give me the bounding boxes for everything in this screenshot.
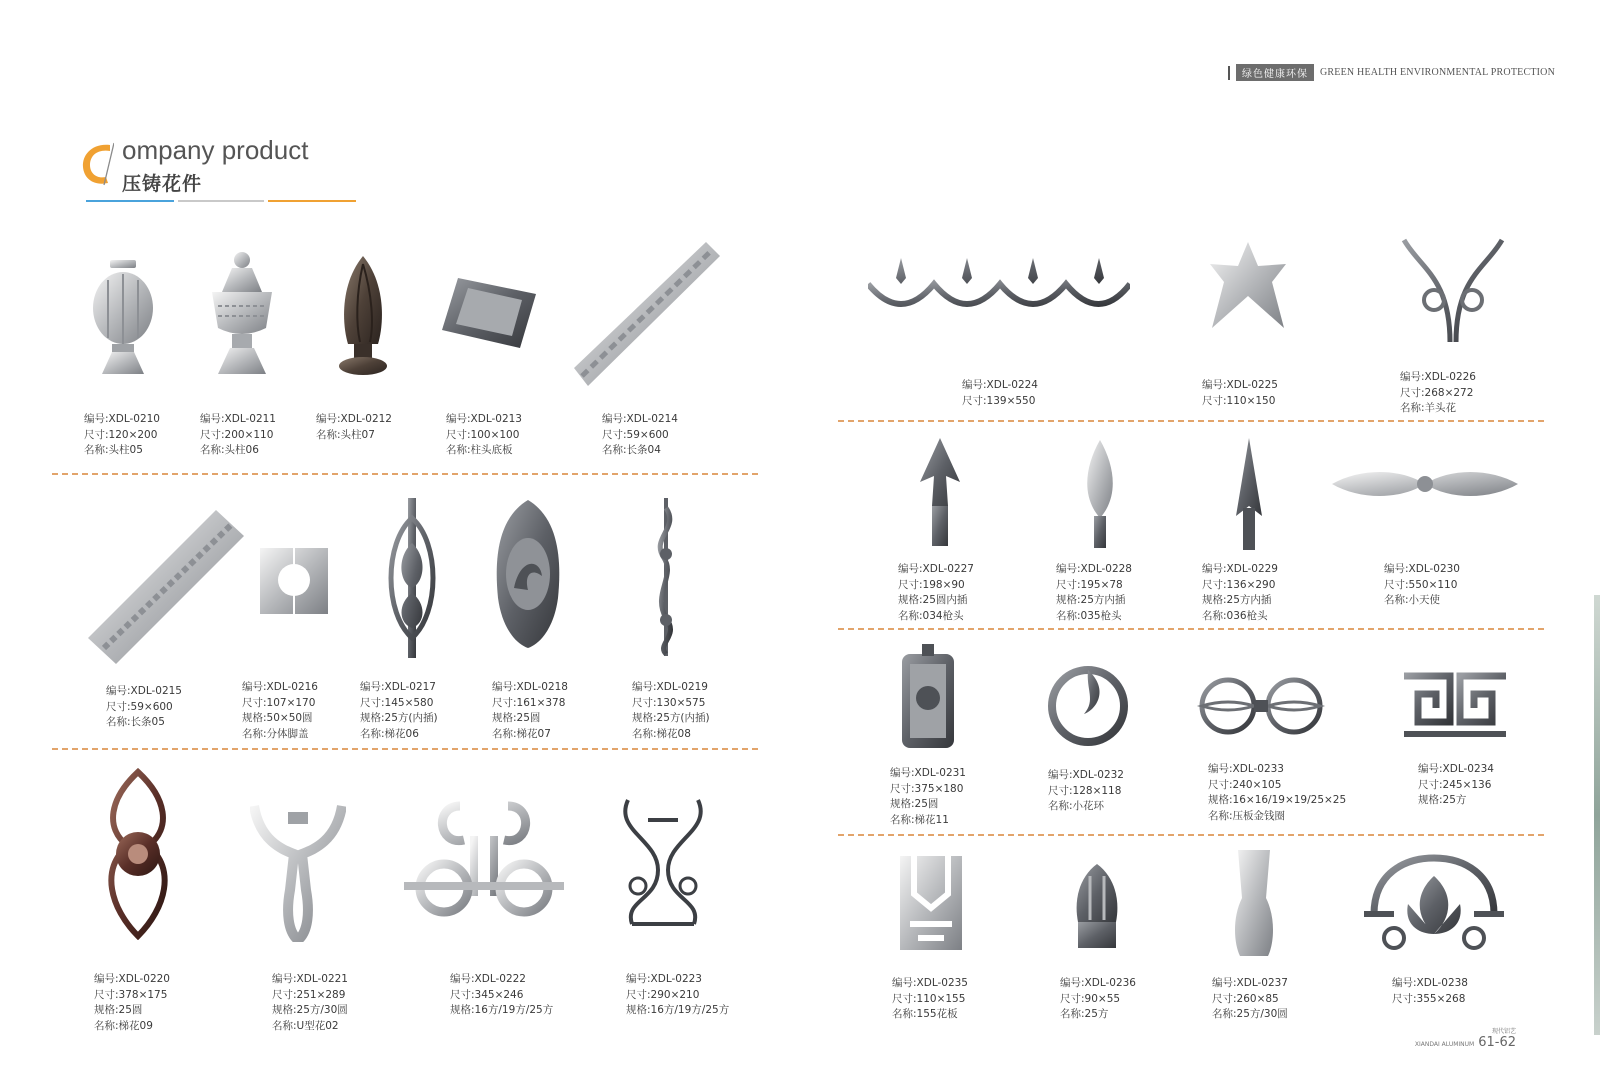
caption-line: 尺寸:128×118 [1048, 784, 1122, 797]
caption-line: 编号:XDL-0220 [94, 973, 170, 985]
header-tag [1228, 64, 1555, 81]
caption-line: 名称:头柱05 [84, 444, 143, 456]
product-image-0229 [1224, 436, 1274, 552]
caption-line: 名称:梯花09 [94, 1019, 153, 1032]
caption-line: 尺寸:200×110 [200, 428, 274, 441]
product-image-0219 [646, 498, 686, 656]
product-image-0216 [258, 546, 330, 616]
product-image-0230 [1330, 464, 1520, 504]
caption-line: 编号:XDL-0236 [1060, 977, 1136, 989]
header-tag-en: GREEN HEALTH ENVIRONMENTAL PROTECTION [1320, 67, 1556, 78]
product-image-0237 [1232, 848, 1276, 960]
caption-line: 编号:XDL-0226 [1400, 371, 1476, 383]
product-image-0212 [332, 254, 394, 378]
product-image-0226 [1400, 238, 1506, 342]
caption-line: 名称:羊头花 [1400, 402, 1457, 414]
caption-line: 规格:25圆 [492, 712, 541, 724]
product-caption [446, 412, 522, 459]
caption-line: 编号:XDL-0218 [492, 681, 568, 693]
footer [1415, 1028, 1516, 1050]
product-caption [272, 972, 348, 1034]
caption-line: 名称:036枪头 [1202, 609, 1268, 622]
heading-underline-orange [268, 200, 356, 202]
product-caption [1060, 976, 1136, 1023]
caption-line: 编号:XDL-0221 [272, 973, 348, 985]
caption-line: 名称:034枪头 [898, 609, 964, 622]
caption-line: 名称:梯花11 [890, 813, 949, 826]
product-caption [450, 972, 553, 1019]
product-image-0220 [96, 768, 180, 940]
product-caption [1202, 378, 1278, 409]
caption-line: 尺寸:59×600 [106, 700, 173, 713]
caption-line: 规格:25圆 [94, 1004, 143, 1016]
caption-line: 编号:XDL-0215 [106, 685, 182, 697]
caption-line: 名称:长条04 [602, 444, 661, 456]
caption-line: 尺寸:161×378 [492, 696, 566, 709]
heading-underline-gray [178, 200, 264, 202]
footer-brand-cn: 现代铝艺 [1491, 1028, 1516, 1035]
caption-line: 编号:XDL-0234 [1418, 763, 1494, 775]
caption-line: 规格:16方/19方/25方 [450, 1004, 554, 1016]
caption-line: 名称:梯花07 [492, 727, 551, 740]
caption-line: 尺寸:550×110 [1384, 578, 1458, 591]
caption-line: 编号:XDL-0232 [1048, 769, 1124, 781]
footer-brand-en: XIANDAI ALUMINUM [1414, 1041, 1475, 1048]
caption-line: 尺寸:290×210 [626, 988, 700, 1001]
caption-line: 编号:XDL-0230 [1384, 563, 1460, 575]
caption-line: 尺寸:378×175 [94, 988, 168, 1001]
caption-line: 尺寸:240×105 [1208, 778, 1282, 791]
product-image-0228 [1080, 438, 1120, 550]
caption-line: 编号:XDL-0217 [360, 681, 436, 693]
product-image-0211 [206, 250, 278, 378]
caption-line: 编号:XDL-0213 [446, 413, 522, 425]
section-title-en: ompany product [122, 135, 309, 165]
product-caption [1208, 762, 1346, 824]
product-image-0233 [1196, 676, 1326, 736]
caption-line: 尺寸:139×550 [962, 394, 1036, 407]
product-caption [962, 378, 1038, 409]
caption-line: 名称:梯花08 [632, 727, 691, 740]
product-image-0217 [382, 498, 442, 658]
caption-line: 尺寸:198×90 [898, 578, 965, 591]
caption-line: 编号:XDL-0214 [602, 413, 678, 425]
caption-line: 编号:XDL-0237 [1212, 977, 1288, 989]
divider-right-3 [838, 834, 1544, 836]
caption-line: 名称:25方/30圆 [1212, 1008, 1288, 1020]
product-caption [1400, 370, 1476, 417]
caption-line: 尺寸:120×200 [84, 428, 158, 441]
product-caption [1212, 976, 1288, 1023]
caption-line: 尺寸:145×580 [360, 696, 434, 709]
caption-line: 名称:155花板 [892, 1008, 958, 1020]
product-caption [632, 680, 710, 742]
caption-line: 名称:U型花02 [272, 1019, 339, 1032]
caption-line: 名称:035枪头 [1056, 609, 1122, 622]
caption-line: 编号:XDL-0233 [1208, 763, 1284, 775]
caption-line: 编号:XDL-0210 [84, 413, 160, 425]
header-tag-cn: 绿色健康环保 [1236, 64, 1314, 81]
product-image-0223 [618, 790, 708, 930]
product-image-0221 [250, 802, 346, 942]
product-image-0215 [86, 508, 246, 664]
caption-line: 规格:16方/19方/25方 [626, 1004, 730, 1016]
product-caption [106, 684, 182, 731]
caption-line: 尺寸:100×100 [446, 428, 520, 441]
product-caption [1048, 768, 1124, 815]
caption-line: 编号:XDL-0216 [242, 681, 318, 693]
section-title-cn: 压铸花件 [122, 173, 203, 195]
divider-right-1 [838, 420, 1544, 422]
caption-line: 尺寸:107×170 [242, 696, 316, 709]
right-edge-photo [1594, 595, 1600, 1035]
product-caption [492, 680, 568, 742]
product-caption [242, 680, 318, 742]
caption-line: 编号:XDL-0212 [316, 413, 392, 425]
caption-line: 尺寸:110×150 [1202, 394, 1276, 407]
caption-line: 尺寸:268×272 [1400, 386, 1474, 399]
caption-line: 编号:XDL-0228 [1056, 563, 1132, 575]
product-image-0224 [868, 254, 1130, 322]
caption-line: 尺寸:136×290 [1202, 578, 1276, 591]
caption-line: 尺寸:195×78 [1056, 578, 1123, 591]
caption-line: 规格:16×16/19×19/25×25 [1208, 794, 1347, 806]
caption-line: 尺寸:245×136 [1418, 778, 1492, 791]
caption-line: 名称:分体脚盖 [242, 727, 309, 740]
product-caption [1392, 976, 1468, 1007]
caption-line: 名称:头柱07 [316, 428, 375, 441]
caption-line: 编号:XDL-0224 [962, 379, 1038, 391]
caption-line: 尺寸:375×180 [890, 782, 964, 795]
product-caption [1056, 562, 1132, 624]
product-caption [316, 412, 392, 443]
caption-line: 编号:XDL-0235 [892, 977, 968, 989]
divider-left-2 [52, 748, 758, 750]
caption-line: 名称:柱头底板 [446, 444, 513, 456]
caption-line: 编号:XDL-0238 [1392, 977, 1468, 989]
caption-line: 编号:XDL-0222 [450, 973, 526, 985]
product-caption [890, 766, 966, 828]
product-image-0236 [1072, 862, 1122, 952]
product-caption [1202, 562, 1278, 624]
caption-line: 编号:XDL-0223 [626, 973, 702, 985]
heading-underline-blue [86, 200, 174, 202]
caption-line: 名称:小天使 [1384, 594, 1441, 606]
product-image-0235 [898, 854, 964, 952]
caption-line: 规格:25方内插 [1202, 594, 1272, 606]
caption-line: 规格:50×50圆 [242, 712, 313, 724]
product-image-0234 [1400, 672, 1510, 738]
product-caption [898, 562, 974, 624]
caption-line: 名称:梯花06 [360, 727, 419, 740]
product-caption [1418, 762, 1494, 809]
caption-line: 编号:XDL-0227 [898, 563, 974, 575]
product-image-0238 [1364, 854, 1504, 952]
product-image-0213 [440, 272, 540, 352]
product-caption [200, 412, 276, 459]
caption-line: 规格:25圆 [890, 798, 939, 810]
product-caption [602, 412, 678, 459]
page-numbers: 61-62 [1478, 1035, 1516, 1050]
caption-line: 尺寸:130×575 [632, 696, 706, 709]
caption-line: 名称:头柱06 [200, 444, 259, 456]
caption-line: 尺寸:260×85 [1212, 992, 1279, 1005]
caption-line: 尺寸:59×600 [602, 428, 669, 441]
caption-line: 名称:长条05 [106, 716, 165, 728]
caption-line: 规格:25方(内插) [360, 712, 438, 724]
caption-line: 编号:XDL-0211 [200, 413, 276, 425]
header-tag-bar [1228, 66, 1230, 80]
caption-line: 尺寸:90×55 [1060, 992, 1121, 1005]
caption-line: 编号:XDL-0231 [890, 767, 966, 779]
product-image-0231 [898, 642, 958, 756]
caption-line: 规格:25方 [1418, 794, 1467, 806]
product-caption [84, 412, 160, 459]
product-caption [94, 972, 170, 1034]
caption-line: 名称:压板金钱圈 [1208, 809, 1286, 822]
divider-left-1 [52, 473, 758, 475]
caption-line: 编号:XDL-0219 [632, 681, 708, 693]
product-image-0218 [492, 498, 564, 650]
product-caption [892, 976, 968, 1023]
caption-line: 尺寸:251×289 [272, 988, 346, 1001]
caption-line: 编号:XDL-0225 [1202, 379, 1278, 391]
caption-line: 编号:XDL-0229 [1202, 563, 1278, 575]
product-image-0214 [574, 240, 720, 390]
product-image-0225 [1206, 240, 1290, 332]
caption-line: 名称:25方 [1060, 1008, 1109, 1020]
caption-line: 规格:25方(内插) [632, 712, 710, 724]
caption-line: 尺寸:355×268 [1392, 992, 1466, 1005]
product-caption [360, 680, 438, 742]
caption-line: 尺寸:110×155 [892, 992, 966, 1005]
product-image-0232 [1040, 660, 1136, 750]
caption-line: 规格:25方/30圆 [272, 1004, 348, 1016]
divider-right-2 [838, 628, 1544, 630]
caption-line: 名称:小花环 [1048, 800, 1105, 812]
product-image-0222 [404, 796, 564, 920]
c-letter-logo [80, 141, 114, 187]
caption-line: 规格:25圆内插 [898, 594, 968, 606]
product-caption [626, 972, 729, 1019]
product-image-0210 [88, 258, 158, 378]
product-caption [1384, 562, 1460, 609]
section-heading [78, 133, 378, 208]
product-image-0227 [914, 436, 966, 550]
caption-line: 规格:25方内插 [1056, 594, 1126, 606]
caption-line: 尺寸:345×246 [450, 988, 524, 1001]
